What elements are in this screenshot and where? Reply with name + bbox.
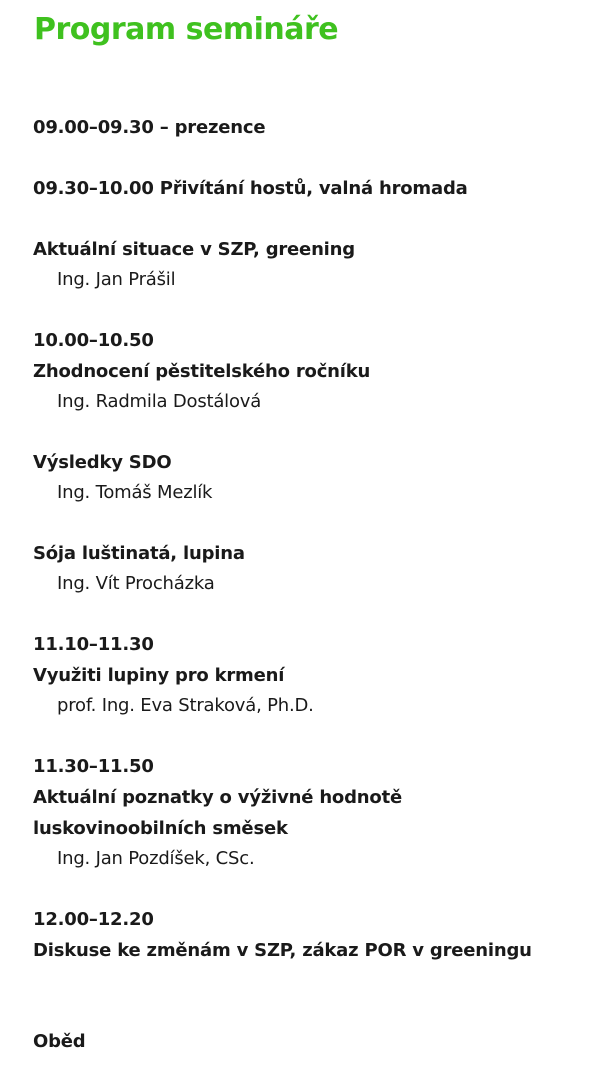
welcome-line: 09.30–10.00 Přivítání hostů, valná hromada (33, 178, 468, 199)
page-title: Program semináře (34, 12, 339, 47)
szp-speaker: Ing. Jan Prášil (57, 269, 176, 290)
szp-topic: Aktuální situace v SZP, greening (33, 239, 355, 260)
session-4-speaker: Ing. Jan Pozdíšek, CSc. (57, 848, 255, 869)
session-3-topic: Využiti lupiny pro krmení (33, 665, 285, 686)
session-2-time: 10.00–10.50 (33, 330, 154, 351)
prezence-line: 09.00–09.30 – prezence (33, 117, 266, 138)
session-4-topic-line-2: luskovinoobilních směsek (33, 818, 288, 839)
session-3-time: 11.10–11.30 (33, 634, 154, 655)
session-4-topic-line-1: Aktuální poznatky o výživné hodnotě (33, 787, 402, 808)
session-2-topic: Zhodnocení pěstitelského ročníku (33, 361, 371, 382)
session-3-speaker: prof. Ing. Eva Straková, Ph.D. (57, 695, 314, 716)
soja-topic: Sója luštinatá, lupina (33, 543, 245, 564)
session-4-time: 11.30–11.50 (33, 756, 154, 777)
sdo-topic: Výsledky SDO (33, 452, 172, 473)
session-2-speaker: Ing. Radmila Dostálová (57, 391, 262, 412)
sdo-speaker: Ing. Tomáš Mezlík (57, 482, 213, 503)
soja-speaker: Ing. Vít Procházka (57, 573, 215, 594)
lunch-line: Oběd (33, 1031, 86, 1052)
session-5-topic: Diskuse ke změnám v SZP, zákaz POR v greeningu (33, 940, 532, 961)
session-5-time: 12.00–12.20 (33, 909, 154, 930)
